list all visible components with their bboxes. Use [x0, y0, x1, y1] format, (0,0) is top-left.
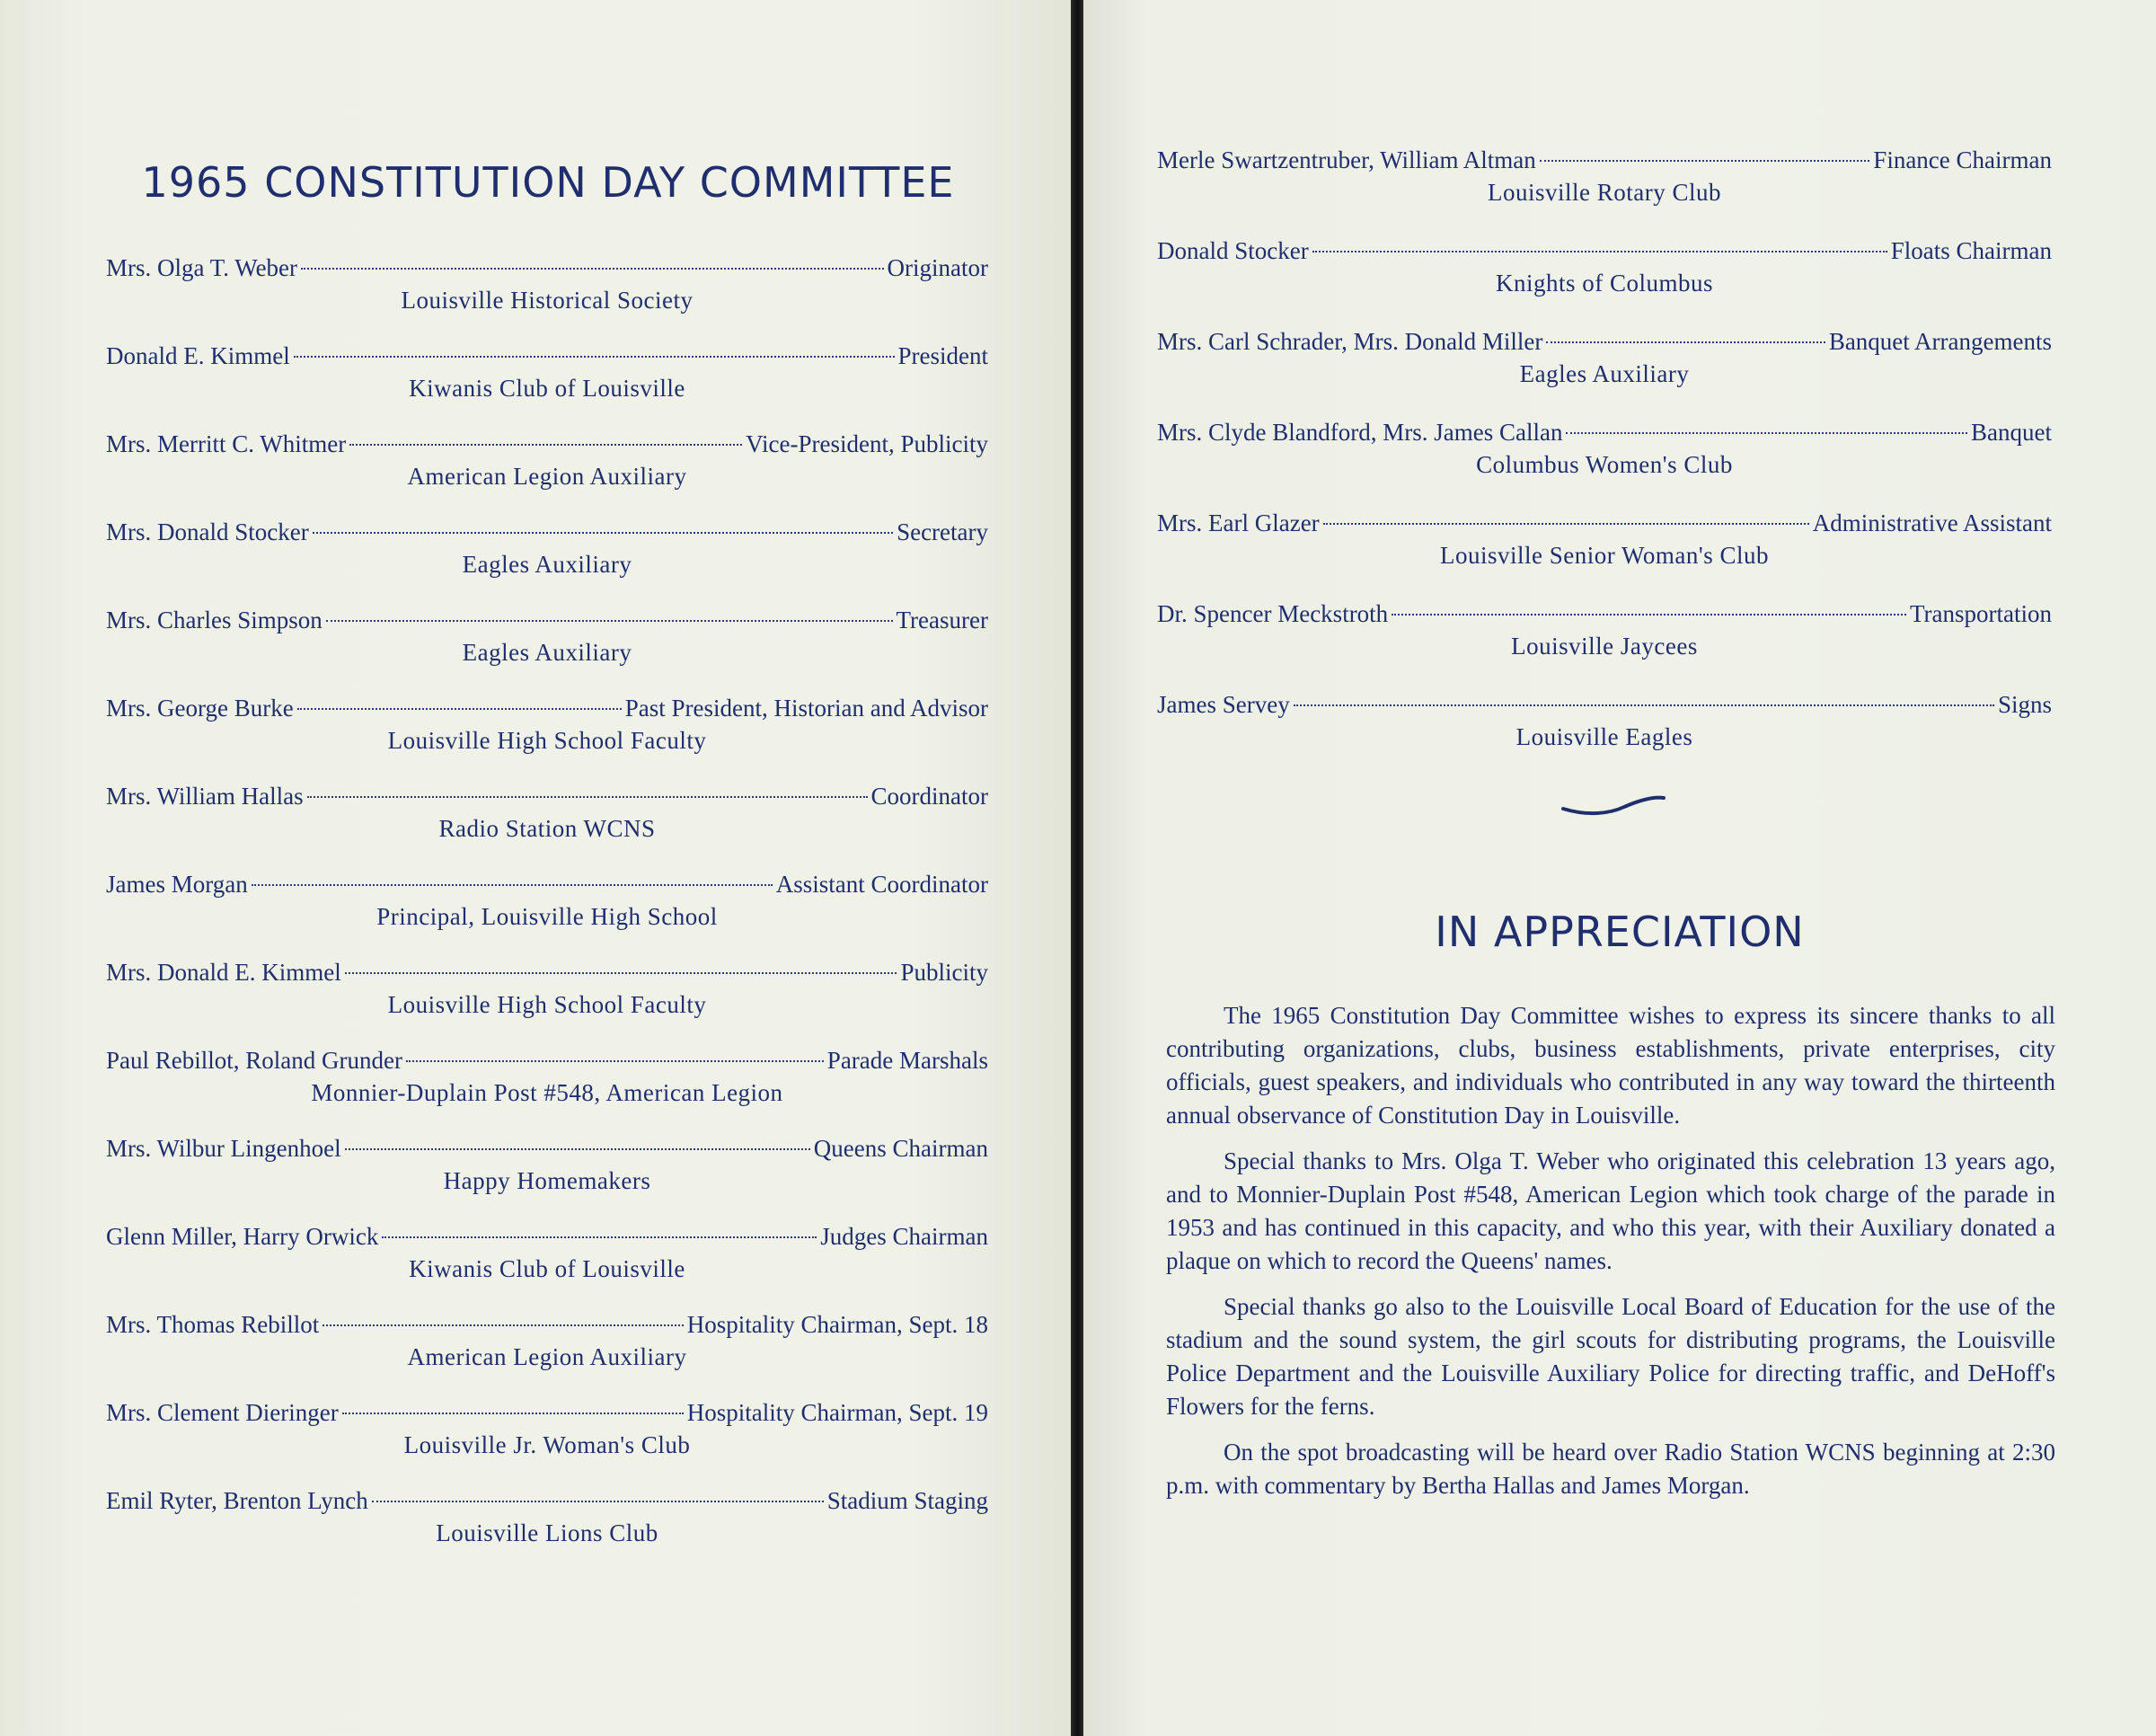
member-organization: Eagles Auxiliary [462, 639, 632, 666]
member-name: Mrs. Merritt C. Whitmer [106, 430, 347, 457]
committee-title: 1965 CONSTITUTION DAY COMMITTEE [141, 158, 955, 207]
member-role: Coordinator [870, 783, 988, 810]
member-name: James Morgan [106, 871, 248, 898]
member-role: Hospitality Chairman, Sept. 19 [686, 1399, 988, 1426]
member-organization: Columbus Women's Club [1476, 451, 1733, 478]
dot-leader [372, 1501, 824, 1502]
dot-leader [326, 620, 893, 622]
appreciation-paragraph: Special thanks go also to the Louisville Local Board of Education for the use of the stadium and the sound system, the girl scouts for distributing programs, the Louisville Police Department and the Louisville Auxiliary Police for directing traffic, and DeHoff's Flowers for the ferns. [1166, 1293, 2055, 1420]
committee-entry [1157, 144, 2052, 235]
member-name: Mrs. William Hallas [106, 783, 304, 810]
dot-leader [345, 972, 897, 974]
committee-entry [106, 604, 988, 692]
dot-leader [1392, 614, 1906, 616]
member-role: Hospitality Chairman, Sept. 18 [686, 1311, 988, 1338]
member-organization: Principal, Louisville High School [376, 903, 718, 930]
member-role: Finance Chairman [1873, 146, 2052, 173]
committee-entry [106, 692, 988, 780]
dot-leader [301, 268, 883, 270]
dot-leader [323, 1324, 684, 1326]
member-role: Vice-President, Publicity [746, 430, 988, 457]
right-page [1083, 0, 2156, 1736]
member-organization: Knights of Columbus [1495, 270, 1714, 297]
member-role: Past President, Historian and Advisor [624, 695, 988, 722]
member-role: Administrative Assistant [1812, 509, 2052, 536]
member-role: Parade Marshals [826, 1047, 988, 1074]
dot-leader [345, 1148, 810, 1150]
dot-leader [382, 1236, 817, 1238]
member-name: Merle Swartzentruber, William Altman [1157, 146, 1536, 173]
member-organization: American Legion Auxiliary [407, 463, 687, 490]
member-role: Secretary [897, 518, 988, 545]
committee-entry [106, 1220, 988, 1308]
member-name: Mrs. Charles Simpson [106, 607, 323, 633]
committee-entry [106, 252, 988, 340]
member-role: Signs [1997, 691, 2052, 718]
member-role: Publicity [900, 959, 988, 986]
member-organization: Kiwanis Club of Louisville [409, 1255, 685, 1282]
left-page [0, 0, 1071, 1736]
member-role: President [897, 342, 988, 369]
member-name: Mrs. George Burke [106, 695, 294, 722]
member-name: Mrs. Earl Glazer [1157, 509, 1320, 536]
member-organization: Happy Homemakers [443, 1167, 651, 1194]
committee-entry [106, 340, 988, 428]
book-gutter [1071, 0, 1083, 1736]
member-name: Mrs. Wilbur Lingenhoel [106, 1135, 341, 1162]
appreciation-title: IN APPRECIATION [1435, 908, 1805, 956]
member-name: Donald E. Kimmel [106, 342, 290, 369]
member-organization: Louisville High School Faculty [387, 727, 707, 754]
member-role: Judges Chairman [820, 1223, 988, 1250]
committee-entry [106, 1132, 988, 1220]
dot-leader [1546, 341, 1825, 343]
dot-leader [1540, 160, 1870, 162]
committee-list-left [106, 252, 988, 1572]
member-organization: Louisville Historical Society [401, 287, 694, 314]
committee-entry [106, 868, 988, 956]
member-name: Mrs. Thomas Rebillot [106, 1311, 320, 1338]
member-name: Mrs. Olga T. Weber [106, 254, 298, 281]
member-organization: Louisville Eagles [1515, 723, 1693, 750]
dot-leader [252, 884, 773, 886]
member-role: Stadium Staging [826, 1487, 988, 1514]
member-organization: Kiwanis Club of Louisville [409, 375, 685, 402]
committee-entry [106, 1484, 988, 1572]
member-role: Assistant Coordinator [775, 871, 988, 898]
committee-entry [106, 1396, 988, 1484]
swash-ornament-icon [1560, 791, 1667, 818]
member-organization: Louisville Senior Woman's Club [1440, 542, 1769, 569]
member-organization: Louisville High School Faculty [387, 991, 707, 1018]
dot-leader [349, 444, 742, 446]
member-role: Originator [887, 254, 988, 281]
committee-entry [1157, 507, 2052, 598]
dot-leader [1294, 704, 1994, 706]
member-name: Donald Stocker [1157, 237, 1309, 264]
committee-entry [106, 780, 988, 868]
member-name: Dr. Spencer Meckstroth [1157, 600, 1389, 627]
appreciation-paragraph: The 1965 Constitution Day Committee wishes to express its sincere thanks to all contributing organizations, clubs, business establishments, private enterprises, city officials, guest speakers, and individuals who contributed in any way toward the thirteenth annual observance of Constitution Day in Louisville. [1166, 1002, 2055, 1129]
member-organization: Louisville Lions Club [436, 1519, 658, 1546]
committee-entry [1157, 325, 2052, 416]
committee-entry [1157, 235, 2052, 325]
committee-entry [1157, 598, 2052, 688]
committee-entry [106, 516, 988, 604]
member-role: Banquet [1971, 419, 2052, 446]
member-organization: Louisville Jaycees [1511, 633, 1698, 660]
dot-leader [313, 532, 893, 534]
member-name: Emil Ryter, Brenton Lynch [106, 1487, 368, 1514]
member-organization: Eagles Auxiliary [1519, 360, 1690, 387]
dot-leader [342, 1413, 684, 1414]
member-name: Mrs. Clyde Blandford, Mrs. James Callan [1157, 419, 1563, 446]
appreciation-paragraph: On the spot broadcasting will be heard over Radio Station WCNS beginning at 2:30 p.m. with commentary by Bertha Hallas and James Morgan. [1166, 1439, 2055, 1499]
member-organization: Monnier-Duplain Post #548, American Legion [311, 1079, 783, 1106]
dot-leader [1566, 432, 1967, 434]
member-organization: Radio Station WCNS [438, 815, 656, 842]
dot-leader [1312, 251, 1887, 252]
committee-entry [106, 956, 988, 1044]
member-name: Mrs. Clement Dieringer [106, 1399, 339, 1426]
member-name: Glenn Miller, Harry Orwick [106, 1223, 379, 1250]
member-name: James Servey [1157, 691, 1290, 718]
member-organization: American Legion Auxiliary [407, 1343, 687, 1370]
committee-entry [106, 1044, 988, 1132]
member-role: Transportation [1909, 600, 2052, 627]
committee-entry [106, 1308, 988, 1396]
member-role: Floats Chairman [1890, 237, 2052, 264]
member-role: Queens Chairman [813, 1135, 988, 1162]
committee-entry [1157, 688, 2052, 779]
member-role: Treasurer [896, 607, 988, 633]
member-role: Banquet Arrangements [1828, 328, 2052, 355]
member-name: Paul Rebillot, Roland Grunder [106, 1047, 402, 1074]
appreciation-paragraph: Special thanks to Mrs. Olga T. Weber who originated this celebration 13 years ago, and to Monnier-Duplain Post #548, American Legion which took charge of the parade in 1953 and has continued in this capacity, and who this year, with their Auxiliary donated a plaque on which to record the Queens' names. [1166, 1147, 2055, 1274]
member-name: Mrs. Carl Schrader, Mrs. Donald Miller [1157, 328, 1543, 355]
member-organization: Louisville Rotary Club [1488, 179, 1721, 206]
appreciation-text [1166, 999, 2055, 1515]
dot-leader [1323, 523, 1809, 525]
dot-leader [297, 708, 622, 710]
member-name: Mrs. Donald E. Kimmel [106, 959, 341, 986]
committee-list-right [1157, 144, 2052, 779]
member-organization: Eagles Auxiliary [462, 551, 632, 578]
committee-entry [1157, 416, 2052, 507]
committee-entry [106, 428, 988, 516]
member-organization: Louisville Jr. Woman's Club [403, 1431, 691, 1458]
member-name: Mrs. Donald Stocker [106, 518, 309, 545]
dot-leader [406, 1060, 824, 1062]
dot-leader [294, 356, 895, 358]
dot-leader [307, 796, 868, 798]
